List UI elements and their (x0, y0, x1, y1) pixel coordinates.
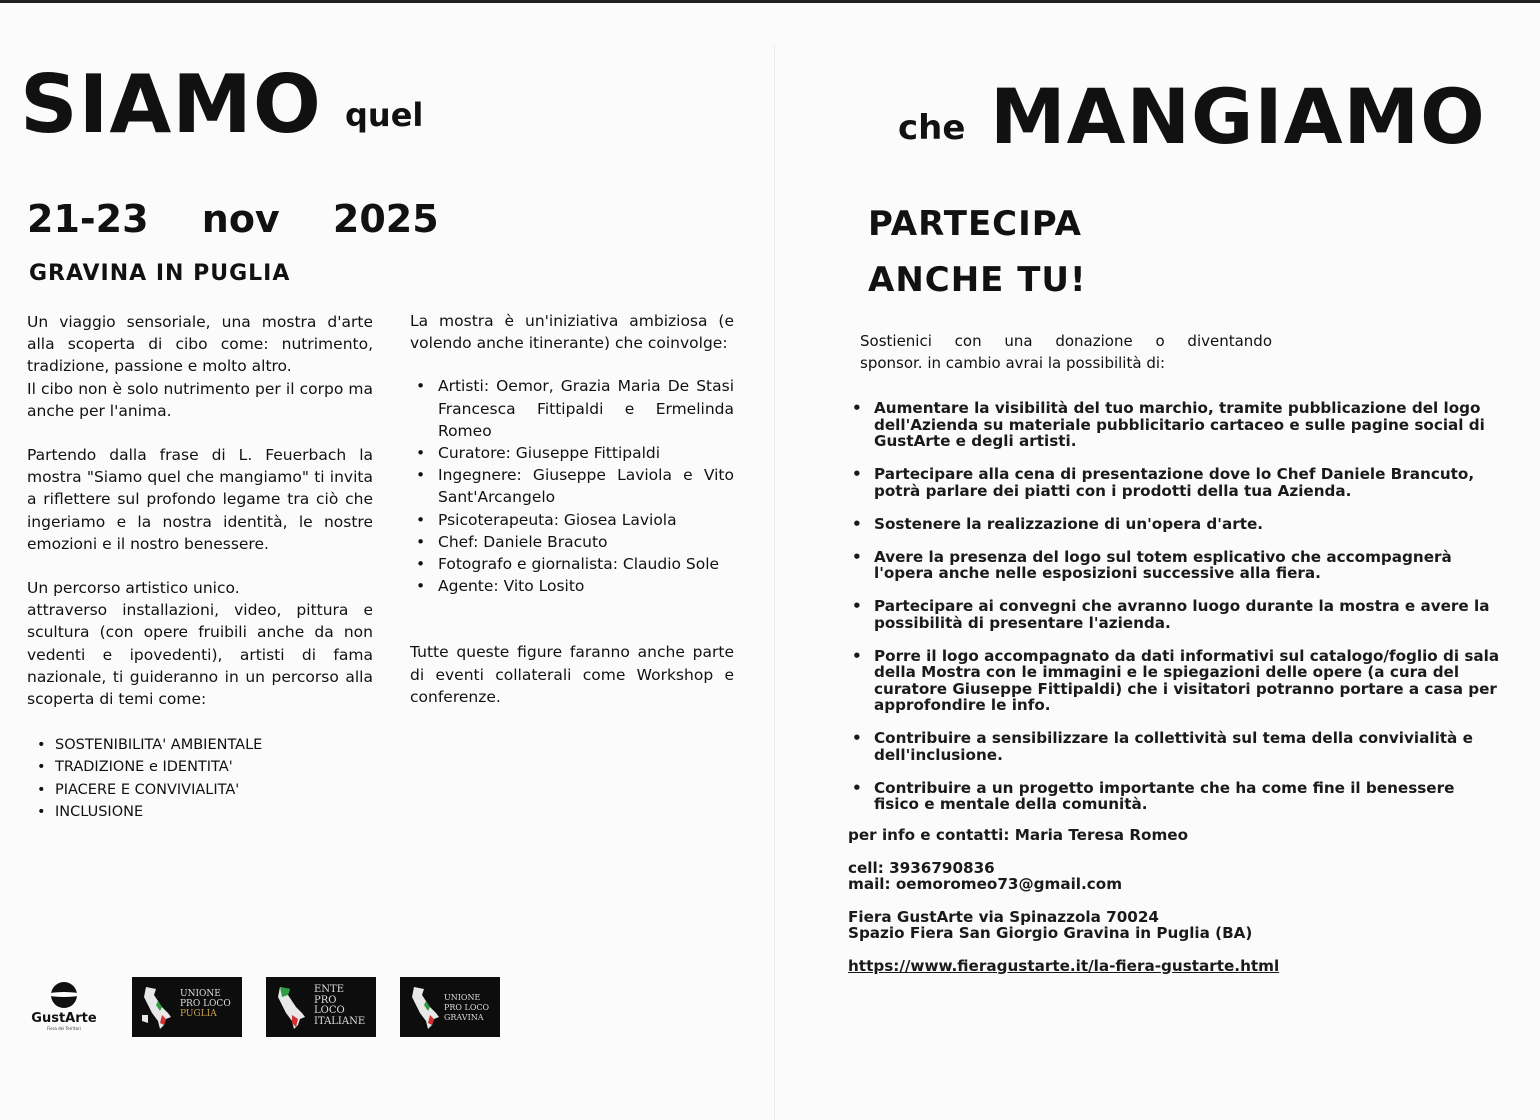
paragraph: Un percorso artistico unico. (27, 579, 240, 598)
list-item: • Contribuire a un progetto importante che ha come fine il benessere fisico e mentale della comunità. (850, 780, 1502, 813)
contacts (848, 827, 1508, 974)
list-item: • Contribuire a sensibilizzare la collettività sul tema della convivialità e dell'inclusione. (850, 730, 1502, 763)
logo-line: PRO LOCO (180, 999, 231, 1009)
title-siamo: SIAMO (20, 58, 322, 151)
paragraph: Sostienici con una donazione o diventando (860, 332, 1272, 350)
call-to-action (868, 196, 1087, 308)
italy-map-icon (408, 985, 442, 1031)
event-dates: 21-23 nov 2025 (27, 197, 439, 241)
logo-line: UNIONE (444, 993, 481, 1002)
title-quel: quel (345, 96, 424, 134)
cta-line: PARTECIPA (868, 204, 1082, 244)
address-line: Spazio Fiera San Giorgio Gravina in Puglia (BA) (848, 924, 1253, 942)
title-mangiamo: MANGIAMO (990, 72, 1486, 161)
benefits-list (850, 400, 1502, 829)
paragraph: Un viaggio sensoriale, una mostra d'arte alla scoperta di cibo come: nutrimento, tradizione, passione e molto altro. (27, 313, 373, 376)
website-link[interactable]: https://www.fieragustarte.it/la-fiera-gustarte.html (848, 956, 1280, 975)
logo-line: PUGLIA (180, 1009, 217, 1019)
left-column (27, 311, 373, 823)
list-item: • INCLUSIONE (27, 801, 373, 823)
list-item: • PIACERE E CONVIVIALITA' (27, 779, 373, 801)
gustarte-logo (28, 982, 100, 1036)
page-fold (774, 45, 775, 1120)
list-item: • Fotografo e giornalista: Claudio Sole (410, 553, 734, 575)
unpli-logo-text (444, 993, 489, 1023)
paragraph: Tutte queste figure faranno anche parte di eventi collaterali come Workshop e conferenze. (410, 643, 734, 706)
list-item: • Curatore: Giuseppe Fittipaldi (410, 442, 734, 464)
list-item: • Aumentare la visibilità del tuo marchio, tramite pubblicazione del logo dell'Azienda su materiale pubblicitario cartaceo e sulle pagine social di GustArte e degli artisti. (850, 400, 1502, 450)
sponsor-intro (860, 330, 1272, 374)
logo-line: UNIONE (180, 989, 221, 999)
list-item: • Porre il logo accompagnato da dati informativi sul catalogo/foglio di sala della Mostra con le immagini e le spiegazioni delle opere (a cura del curatore Giuseppe Fittipaldi) che i visitatori potranno portare a casa per approfondire le info. (850, 648, 1502, 714)
list-item: • Chef: Daniele Bracuto (410, 531, 734, 553)
event-place: GRAVINA IN PUGLIA (29, 261, 291, 286)
list-item: • Psicoterapeuta: Giosea Laviola (410, 509, 734, 531)
unpli-logo-text (180, 989, 231, 1019)
logo-line: LOCO (314, 1005, 345, 1016)
gustarte-logo-name: GustArte (31, 1011, 97, 1026)
logo-line: PRO (314, 994, 337, 1006)
logo-line: GRAVINA (444, 1013, 484, 1022)
cta-line: ANCHE TU! (868, 260, 1087, 300)
paragraph: sponsor. in cambio avrai la possibilità di: (860, 354, 1166, 372)
italy-map-icon (140, 985, 174, 1031)
paragraph: Partendo dalla frase di L. Feuerbach la mostra "Siamo quel che mangiamo" ti invita a riflettere sul profondo legame tra ciò che ingeriamo e la nostra identità, le nostre emozioni e il nostro benessere. (27, 446, 373, 553)
unpli-logo-text (314, 985, 365, 1027)
gustarte-ball-icon (51, 982, 77, 1008)
logo-line: PRO LOCO (444, 1003, 490, 1012)
list-item: • Artisti: Oemor, Grazia Maria De Stasi Francesca Fittipaldi e Ermelinda Romeo (410, 375, 734, 442)
unpli-puglia-logo (132, 977, 242, 1037)
themes-list (27, 734, 373, 823)
address-line: Fiera GustArte via Spinazzola 70024 (848, 907, 1159, 926)
logo-line: ITALIANE (314, 1015, 366, 1027)
contact-phone: cell: 3936790836 (848, 858, 995, 877)
middle-column (410, 310, 734, 708)
list-item: • TRADIZIONE e IDENTITA' (27, 756, 373, 778)
list-item: • Avere la presenza del logo sul totem esplicativo che accompagnerà l'opera anche nelle esposizioni successive alla fiera. (850, 549, 1502, 582)
paragraph: attraverso installazioni, video, pittura e scultura (con opere fruibili anche da non vedenti e ipovedenti), artisti di fama nazionale, ti guideranno in un percorso alla scoperta di temi come: (27, 601, 373, 709)
scan-top-edge (0, 0, 1540, 3)
list-item: • Ingegnere: Giuseppe Laviola e Vito Sant'Arcangelo (410, 464, 734, 508)
list-item: • Agente: Vito Losito (410, 575, 734, 597)
gustarte-logo-subtitle: Fiera dei Territori (47, 1026, 81, 1031)
list-item: • Sostenere la realizzazione di un'opera d'arte. (850, 516, 1502, 533)
roles-list (410, 375, 734, 597)
list-item: • Partecipare alla cena di presentazione dove lo Chef Daniele Brancuto, potrà parlare dei piatti con i prodotti della tua Azienda. (850, 466, 1502, 499)
contact-person: per info e contatti: Maria Teresa Romeo (848, 826, 1189, 844)
unpli-italiane-logo (266, 977, 376, 1037)
italy-map-icon (274, 985, 308, 1031)
list-item: • SOSTENIBILITA' AMBIENTALE (27, 734, 373, 756)
logo-line: ENTE (314, 984, 345, 995)
contact-email: mail: oemoromeo73@gmail.com (848, 875, 1123, 893)
list-item: • Partecipare ai convegni che avranno luogo durante la mostra e avere la possibilità di presentare l'azienda. (850, 598, 1502, 631)
paragraph: La mostra è un'iniziativa ambiziosa (e volendo anche itinerante) che coinvolge: (410, 312, 734, 353)
unpli-gravina-logo (400, 977, 500, 1037)
title-che: che (898, 108, 966, 148)
paragraph: Il cibo non è solo nutrimento per il corpo ma anche per l'anima. (27, 379, 373, 420)
